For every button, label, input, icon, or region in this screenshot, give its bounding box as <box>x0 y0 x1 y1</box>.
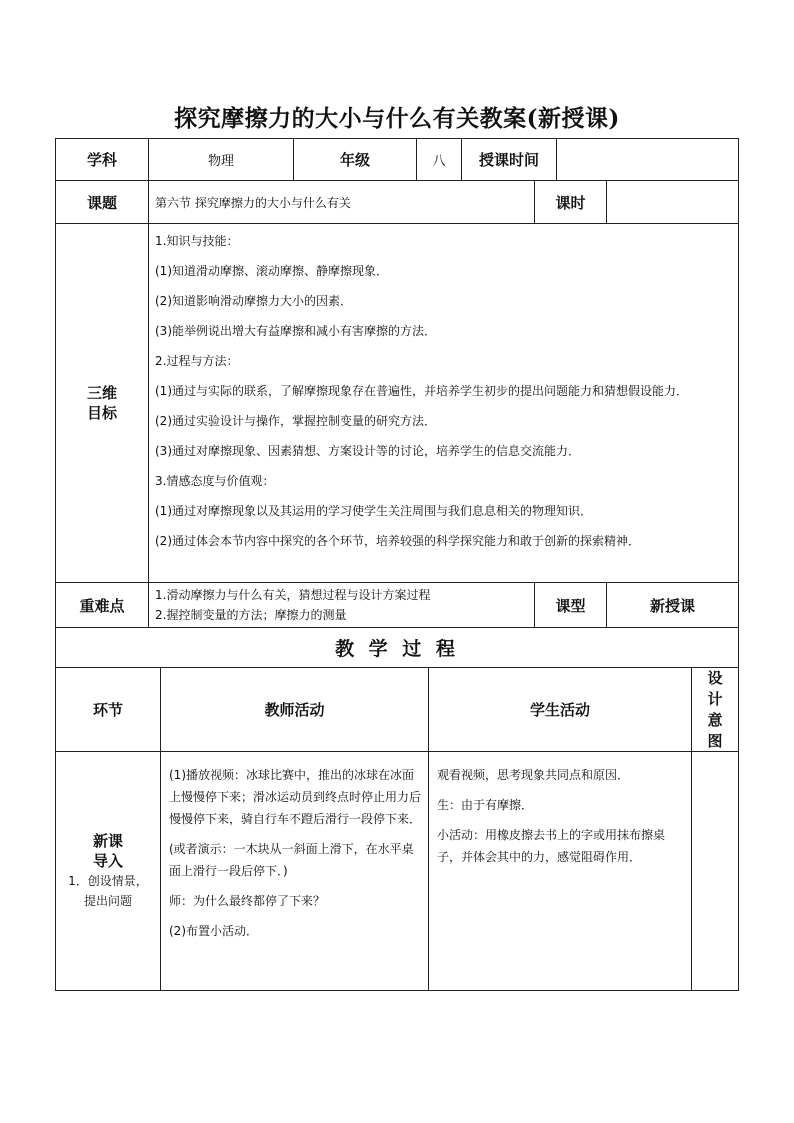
subject-value: 物理 <box>149 138 294 181</box>
objective-line: (1)通过与实际的联系，了解摩擦现象存在普遍性，并培养学生初步的提出问题能力和猜想假设能力． <box>155 384 689 398</box>
objectives-label-line2: 目标 <box>86 404 117 422</box>
lesson-plan-table <box>55 138 739 991</box>
col-stage-header: 环节 <box>55 668 161 752</box>
objective-line: (2)通过实验设计与操作，掌握控制变量的研究方法． <box>155 414 437 428</box>
time-label: 授课时间 <box>462 138 557 181</box>
objective-line: (1)通过对摩擦现象以及其运用的学习使学生关注周围与我们息息相关的物理知识． <box>155 504 593 518</box>
key-points-content <box>149 583 535 628</box>
student-activity <box>429 752 692 991</box>
key-points-label: 重难点 <box>55 583 149 628</box>
teacher-activity <box>161 752 429 991</box>
objective-line: 1.知识与技能： <box>155 234 239 248</box>
col-design-header <box>692 668 739 752</box>
time-value <box>557 138 739 181</box>
lesson-type-value: 新授课 <box>607 583 739 628</box>
hours-label: 课时 <box>535 181 607 224</box>
col-teacher-header: 教师活动 <box>161 668 429 752</box>
objectives-content <box>149 224 739 583</box>
key-point-line: 1.滑动摩擦力与什么有关，猜想过程与设计方案过程 <box>155 588 431 602</box>
objectives-label <box>55 224 149 583</box>
objective-line: (3)能举例说出增大有益摩擦和减小有害摩擦的方法． <box>155 324 437 338</box>
grade-label: 年级 <box>294 138 417 181</box>
student-activity-paragraph: 生：由于有摩擦． <box>437 798 534 812</box>
lesson-type-label: 课型 <box>535 583 607 628</box>
teacher-activity-paragraph: (2)布置小活动． <box>169 924 258 938</box>
stage-name-line1: 新课 <box>92 832 123 850</box>
objective-line: (2)知道影响滑动摩擦力大小的因素． <box>155 294 352 308</box>
objective-line: (2)通过体会本节内容中探究的各个环节，培养较强的科学探究能力和敢于创新的探索精神． <box>155 534 641 548</box>
objective-line: (1)知道滑动摩擦、滚动摩擦、静摩擦现象． <box>155 264 388 278</box>
student-activity-paragraph: 观看视频，思考现象共同点和原因． <box>437 768 630 782</box>
objective-line: 3.情感态度与价值观： <box>155 474 275 488</box>
stage-sub-line1: 1．创设情景， <box>68 874 148 888</box>
key-point-line: 2.握控制变量的方法；摩擦力的测量 <box>155 608 347 622</box>
objective-line: (3)通过对摩擦现象、因素猜想、方案设计等的讨论，培养学生的信息交流能力． <box>155 444 581 458</box>
stage-name-line2: 导入 <box>92 852 123 870</box>
teacher-activity-paragraph: (1)播放视频：冰球比赛中，推出的冰球在冰面上慢慢停下来；滑冰运动员到终点时停止用力后慢慢停下来，骑自行车不蹬后滑行一段停下来． <box>169 768 422 826</box>
col-design-header-text: 设计意图 <box>707 668 723 750</box>
objective-line: 2.过程与方法： <box>155 354 239 368</box>
topic-value: 第六节 探究摩擦力的大小与什么有关 <box>149 181 535 224</box>
subject-label: 学科 <box>55 138 149 181</box>
process-heading: 教 学 过 程 <box>55 628 739 668</box>
stage-cell <box>55 752 161 991</box>
objectives-label-line1: 三维 <box>86 384 117 402</box>
design-intent <box>692 752 739 991</box>
hours-value <box>607 181 739 224</box>
stage-sub-line2: 提出问题 <box>83 894 132 908</box>
col-student-header: 学生活动 <box>429 668 692 752</box>
teacher-activity-paragraph: 师：为什么最终都停了下来？ <box>169 894 326 908</box>
teacher-activity-paragraph: (或者演示：一木块从一斜面上滑下，在水平桌面上滑行一段后停下．) <box>169 842 414 878</box>
grade-value: 八 <box>417 138 462 181</box>
document-title: 探究摩擦力的大小与什么有关教案(新授课) <box>174 105 620 132</box>
student-activity-paragraph: 小活动：用橡皮擦去书上的字或用抹布擦桌子，并体会其中的力，感觉阻碍作用． <box>437 828 666 864</box>
topic-label: 课题 <box>55 181 149 224</box>
